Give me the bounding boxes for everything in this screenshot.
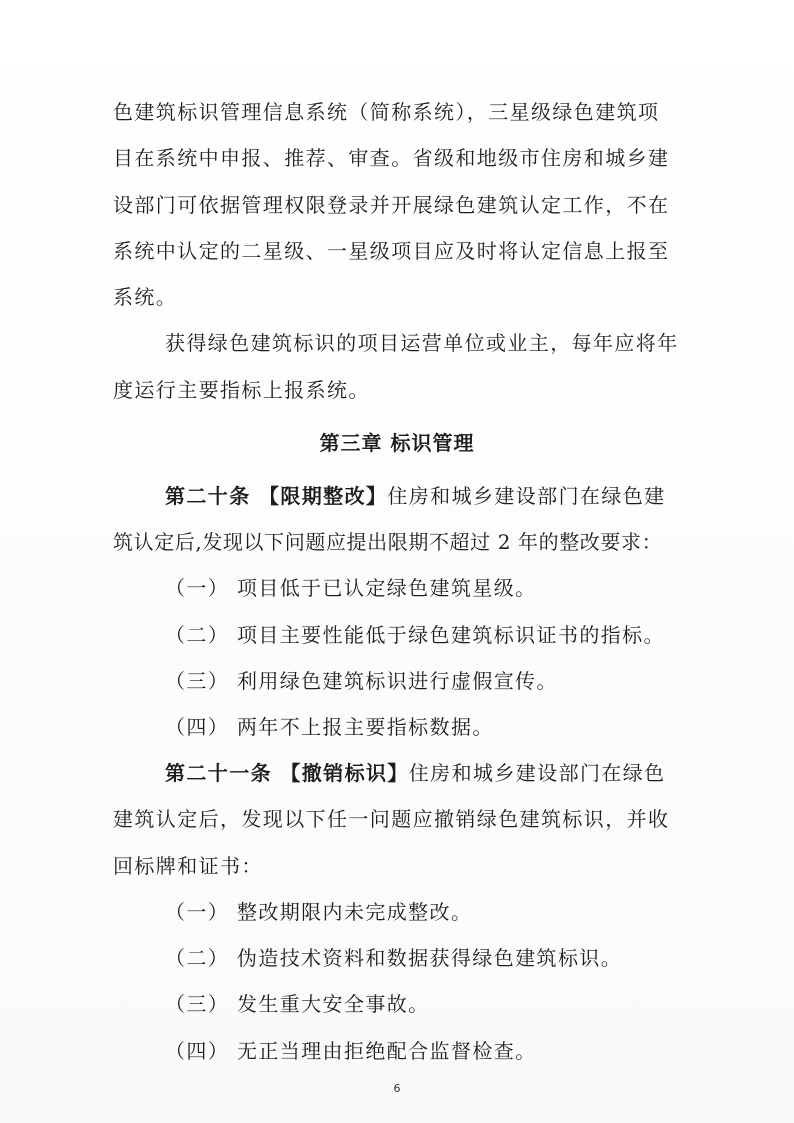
article-21-item-2: （二） 伪造技术资料和数据获得绿色建筑标识。 [165, 946, 623, 970]
article-21-item-4: （四） 无正当理由拒绝配合监督检查。 [165, 1039, 537, 1063]
article-21-line-2: 建筑认定后，发现以下任一问题应撤销绿色建筑标识，并收 [113, 807, 670, 831]
article-21-line-1-text: 住房和城乡建设部门在绿色 [408, 761, 666, 785]
chapter-heading: 第三章 标识管理 [319, 431, 475, 455]
article-20-item-1: （一） 项目低于已认定绿色建筑星级。 [165, 576, 537, 600]
paragraph-1-line-4: 系统中认定的二星级、一星级项目应及时将认定信息上报至 [113, 239, 670, 263]
article-21-line-3: 回标牌和证书： [113, 854, 263, 878]
article-21-item-3: （三） 发生重大安全事故。 [165, 992, 430, 1016]
article-20-label: 第二十条 【限期整改】 [165, 484, 388, 508]
paragraph-1-line-3: 设部门可依据管理权限登录并开展绿色建筑认定工作，不在 [113, 193, 670, 217]
article-20-line-1-text: 住房和城乡建设部门在绿色建 [387, 484, 666, 508]
article-21-label: 第二十一条 【撤销标识】 [165, 761, 409, 785]
paragraph-2-line-1: 获得绿色建筑标识的项目运营单位或业主，每年应将年 [165, 331, 679, 355]
article-20-line-2: 筑认定后,发现以下问题应提出限期不超过 2 年的整改要求： [113, 530, 663, 554]
article-21-line-1 [165, 759, 666, 787]
article-21-item-1: （一） 整改期限内未完成整改。 [165, 900, 473, 924]
paragraph-1-line-2: 目在系统中申报、推荐、审查。省级和地级市住房和城乡建 [113, 146, 670, 170]
article-20-line-1 [165, 482, 666, 510]
page-number: 6 [393, 1082, 401, 1095]
paragraph-1-line-5: 系统。 [113, 285, 178, 309]
paragraph-1-line-1: 色建筑标识管理信息系统（简称系统），三星级绿色建筑项 [113, 100, 660, 124]
article-20-item-2: （二） 项目主要性能低于绿色建筑标识证书的指标。 [165, 623, 665, 647]
paragraph-2-line-2: 度运行主要指标上报系统。 [113, 378, 370, 402]
article-20-item-4: （四） 两年不上报主要指标数据。 [165, 715, 494, 739]
article-20-item-3: （三） 利用绿色建筑标识进行虚假宣传。 [165, 669, 558, 693]
